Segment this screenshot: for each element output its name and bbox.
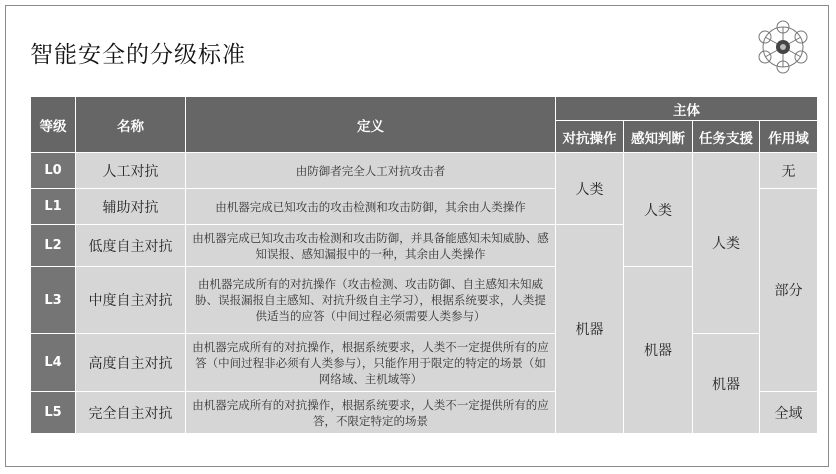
- name-cell: 低度自主对抗: [76, 225, 186, 267]
- page-title: 智能安全的分级标准: [30, 42, 246, 68]
- name-cell: 高度自主对抗: [76, 334, 186, 392]
- slide: [5, 5, 829, 467]
- definition-cell: 由机器完成所有的对抗操作，根据系统要求，人类不一定提供所有的应答（中间过程非必须有人类参与），只能作用于限定的特定的场景（如网络域、主机域等）: [186, 334, 556, 392]
- definition-cell: 由防御者完全人工对抗攻击者: [186, 153, 556, 189]
- table-row: [31, 334, 818, 392]
- level-cell: L4: [31, 334, 76, 392]
- header-adversarial-op: 对抗操作: [556, 121, 624, 153]
- name-cell: 辅助对抗: [76, 189, 186, 225]
- definition-cell: 由机器完成所有的对抗操作（攻击检测、攻击防御、自主感知未知威胁、误报漏报自主感知、对抗升级自主学习），根据系统要求，人类提供适当的应答（中间过程必须需要人类参与）: [186, 267, 556, 334]
- network-logo-icon: [752, 16, 814, 78]
- header-task-support: 任务支援: [693, 121, 760, 153]
- level-cell: L2: [31, 225, 76, 267]
- table-row: [31, 153, 818, 189]
- header-level: 等级: [31, 97, 76, 153]
- header-scope: 作用域: [760, 121, 818, 153]
- perception-human-cell: 人类: [624, 153, 693, 267]
- task-machine-cell: 机器: [693, 334, 760, 434]
- scope-full-cell: 全域: [760, 392, 818, 434]
- level-cell: L3: [31, 267, 76, 334]
- definition-cell: 由机器完成已知攻击的攻击检测和攻击防御，其余由人类操作: [186, 189, 556, 225]
- level-cell: L0: [31, 153, 76, 189]
- scope-none-cell: 无: [760, 153, 818, 189]
- name-cell: 人工对抗: [76, 153, 186, 189]
- name-cell: 完全自主对抗: [76, 392, 186, 434]
- perception-machine-cell: 机器: [624, 267, 693, 434]
- definition-cell: 由机器完成所有的对抗操作，根据系统要求，人类不一定提供所有的应答，不限定特定的场景: [186, 392, 556, 434]
- header-perception: 感知判断: [624, 121, 693, 153]
- header-subject: 主体: [556, 97, 818, 121]
- task-human-cell: 人类: [693, 153, 760, 334]
- header-definition: 定义: [186, 97, 556, 153]
- header-name: 名称: [76, 97, 186, 153]
- grading-table: [30, 96, 818, 434]
- level-cell: L5: [31, 392, 76, 434]
- definition-cell: 由机器完成已知攻击攻击检测和攻击防御，并具备能感知未知威胁、感知误报、感知漏报中的一种，其余由人类操作: [186, 225, 556, 267]
- scope-partial-cell: 部分: [760, 189, 818, 392]
- op-human-cell: 人类: [556, 153, 624, 225]
- op-machine-cell: 机器: [556, 225, 624, 434]
- name-cell: 中度自主对抗: [76, 267, 186, 334]
- level-cell: L1: [31, 189, 76, 225]
